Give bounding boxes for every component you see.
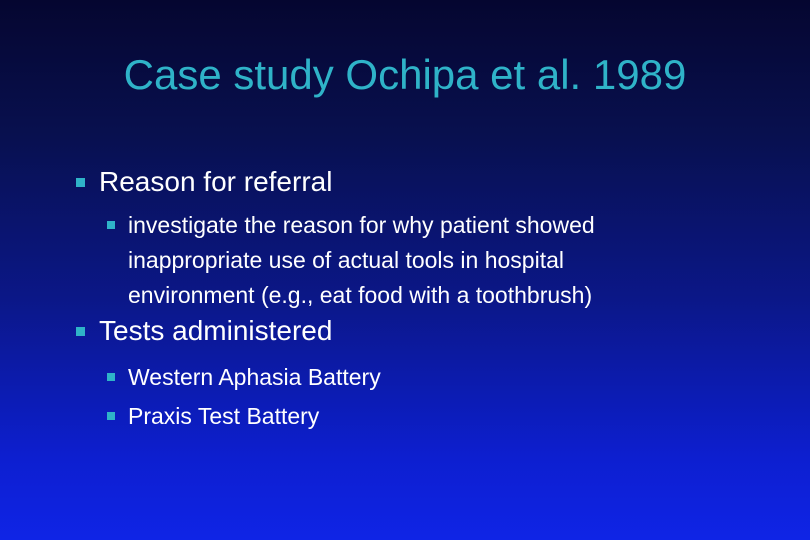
square-bullet-icon	[76, 178, 85, 187]
square-bullet-icon	[107, 412, 115, 420]
square-bullet-icon	[76, 327, 85, 336]
sub-bullet-line-1: investigate the reason for why patient showed	[128, 212, 595, 238]
bullet-text: Tests administered	[99, 315, 333, 346]
sub-bullet-text: Western Aphasia Battery	[128, 364, 381, 390]
slide-title: Case study Ochipa et al. 1989	[123, 51, 687, 98]
bullet-text: Reason for referral	[99, 166, 333, 197]
square-bullet-icon	[107, 221, 115, 229]
square-bullet-icon	[107, 373, 115, 381]
sub-bullet-line-3: environment (e.g., eat food with a toothbrush)	[128, 282, 593, 308]
sub-bullet-text: Praxis Test Battery	[128, 403, 320, 429]
sub-bullet-line-2: inappropriate use of actual tools in hospital	[128, 247, 565, 273]
